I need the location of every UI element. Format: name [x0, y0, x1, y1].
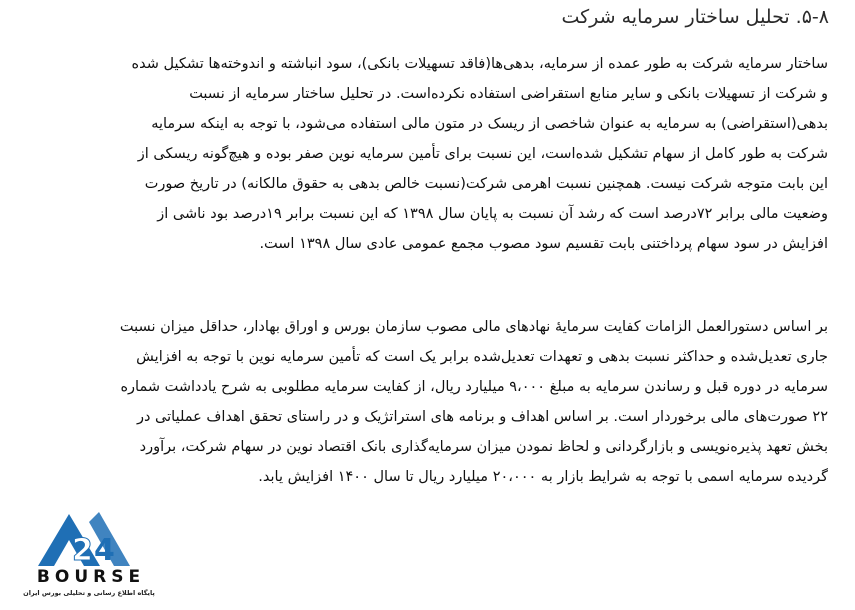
paragraph-line: جاری تعدیل‌شده و حداکثر نسبت بدهی و تعهدات تعدیل‌شده برابر یک است که تأمین سرمایه نوین با توجه به افزایش: [136, 349, 828, 365]
paragraph-line: سرمایه در دوره قبل و رساندن سرمایه به مبلغ ۹،۰۰۰ میلیارد ریال، از کفایت سرمایه مطلوبی به شرح یادداشت شماره: [120, 379, 828, 395]
paragraph-line: ساختار سرمایه شرکت به طور عمده از سرمایه، بدهی‌ها(فاقد تسهیلات بانکی)، سود انباشته و اندوخته‌ها تشکیل شده: [131, 56, 828, 72]
paragraph-line: این بابت متوجه شرکت نیست. همچنین نسبت اهرمی شرکت(نسبت خالص بدهی به حقوق مالکانه) در تاریخ صورت: [144, 176, 828, 192]
svg-text:4: 4: [94, 533, 115, 568]
paragraph-line: و شرکت از تسهیلات بانکی و سایر منابع استقراضی استفاده نکرده‌است. در تحلیل ساختار سرمایه از نسبت: [189, 86, 828, 102]
paragraph-line: بدهی(استقراضی) به سرمایه به عنوان شاخصی از ریسک در متون مالی استفاده می‌شود، با توجه به اینکه سرمایه: [151, 116, 828, 132]
paragraph-line: ۲۲ صورت‌های مالی برخوردار است. بر اساس اهداف و برنامه های استراتژیک و در راستای تحقق اهداف عملیاتی در: [136, 409, 828, 425]
paragraph-line: افزایش در سود سهام پرداختنی بابت تقسیم سود مصوب مجمع عمومی عادی سال ۱۳۹۸ است.: [259, 236, 828, 252]
paragraph-line: وضعیت مالی برابر ۷۲درصد است که رشد آن نسبت به پایان سال ۱۳۹۸ که این نسبت برابر ۱۹درصد بود ناشی از: [157, 206, 828, 222]
paragraph-capital-adequacy: [30, 312, 828, 492]
logo-tagline: پایگاه اطلاع رسانی و تحلیلی بورس ایران: [23, 589, 155, 597]
svg-text:2: 2: [72, 533, 93, 568]
paragraph-line: بر اساس دستورالعمل الزامات کفایت سرمایهٔ نهادهای مالی مصوب سازمان بورس و اوراق بهادار، حداقل میزان نسبت: [119, 319, 828, 335]
paragraph-line: گردیده سرمایه اسمی با توجه به شرایط بازار به ۲۰،۰۰۰ میلیارد ریال تا سال ۱۴۰۰ افزایش یابد.: [258, 469, 828, 485]
paragraph-capital-structure: [30, 49, 828, 259]
paragraph-line: بخش تعهد پذیره‌نویسی و بازارگردانی و لحاظ نمودن میزان سرمایه‌گذاری بانک اقتصاد نوین در سهام شرکت، برآورد: [139, 439, 828, 455]
logo-wordmark: BOURSE: [36, 567, 146, 587]
paragraph-line: شرکت به طور کامل از سهام تشکیل شده‌است، این نسبت برای تأمین سرمایه نوین صفر بوده و هیچ‌گونه ریسکی از: [137, 146, 828, 162]
logo-emblem-icon: [14, 510, 164, 572]
section-heading: ۵-۸. تحلیل ساختار سرمایه شرکت: [561, 6, 829, 28]
bourse-logo: [14, 510, 164, 602]
